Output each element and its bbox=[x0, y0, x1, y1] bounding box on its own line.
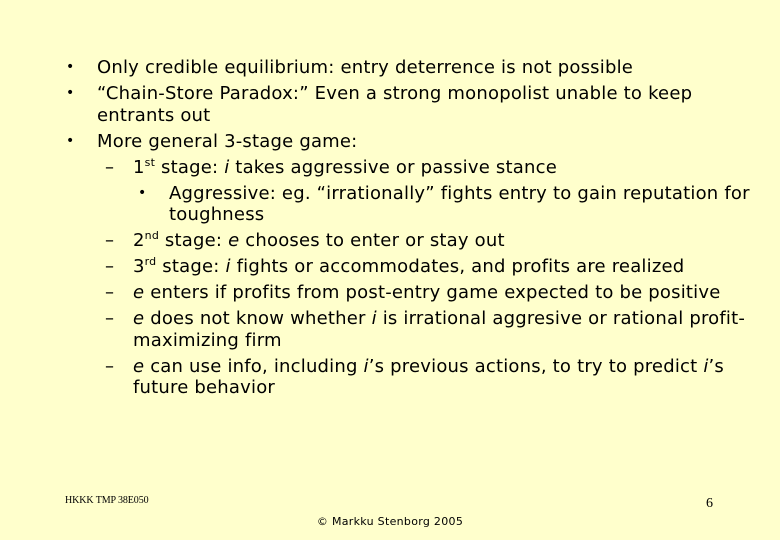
copyright-notice: © Markku Stenborg 2005 bbox=[316, 515, 464, 528]
subbullet-text: enters if profits from post-entry game expected to be positive bbox=[144, 282, 721, 303]
bullet-text: Only credible equilibrium: entry deterrence is not possible bbox=[97, 57, 634, 78]
subbullet-text: ’s future behavior bbox=[133, 355, 725, 398]
bullet-marker: • bbox=[66, 132, 75, 149]
subbullet-item bbox=[62, 256, 762, 278]
ordinal-suffix: rd bbox=[144, 255, 157, 268]
page-number: 6 bbox=[706, 496, 713, 511]
dash-marker: – bbox=[105, 308, 115, 329]
subbullet-text: fights or accommodates, and profits are realized bbox=[230, 256, 685, 277]
variable-e: e bbox=[133, 308, 145, 329]
slide-content bbox=[62, 57, 762, 403]
subsubbullet-item bbox=[62, 183, 762, 226]
subbullet-text: takes aggressive or passive stance bbox=[229, 156, 557, 178]
bullet-marker: • bbox=[138, 184, 147, 201]
ordinal-number: 1 bbox=[133, 156, 145, 178]
course-code: HKKK TMP 38E050 bbox=[65, 495, 149, 506]
bullet-text: “Chain-Store Paradox:” Even a strong monopolist unable to keep entrants out bbox=[97, 83, 693, 126]
ordinal-number: 3 bbox=[133, 256, 145, 277]
subbullet-text: stage: bbox=[156, 256, 226, 277]
variable-i: i bbox=[224, 156, 230, 178]
bullet-marker: • bbox=[66, 85, 75, 101]
subbullet-text: does not know whether bbox=[144, 308, 372, 329]
dash-marker: – bbox=[105, 282, 115, 303]
bullet-item bbox=[62, 57, 762, 79]
variable-e: e bbox=[228, 230, 240, 251]
dash-marker: – bbox=[105, 230, 115, 251]
subbullet-text: is irrational aggresive or rational profit-maximizing firm bbox=[133, 308, 746, 351]
ordinal-number: 2 bbox=[133, 230, 145, 251]
dash-marker: – bbox=[105, 156, 115, 178]
variable-e: e bbox=[133, 282, 145, 303]
subsubbullet-text: Aggressive: eg. “irrationally” fights entry to gain reputation for toughness bbox=[169, 182, 750, 225]
subbullet-text: ’s previous actions, to try to predict bbox=[368, 355, 704, 377]
ordinal-suffix: nd bbox=[144, 229, 160, 242]
ordinal-suffix: st bbox=[144, 155, 156, 169]
bullet-marker: • bbox=[66, 59, 75, 75]
variable-i: i bbox=[225, 256, 231, 277]
subbullet-item bbox=[62, 282, 762, 304]
variable-i: i bbox=[371, 308, 377, 329]
subbullet-item bbox=[62, 230, 762, 252]
bullet-text: More general 3-stage game: bbox=[97, 130, 358, 152]
variable-e: e bbox=[133, 355, 145, 377]
bullet-item bbox=[62, 83, 762, 126]
subbullet-text: chooses to enter or stay out bbox=[239, 230, 505, 251]
subbullet-item bbox=[62, 356, 762, 399]
subbullet-text: stage: bbox=[159, 230, 229, 251]
bullet-item bbox=[62, 131, 762, 153]
subbullet-text: can use info, including bbox=[144, 355, 364, 377]
dash-marker: – bbox=[105, 355, 115, 377]
subbullet-item bbox=[62, 308, 762, 351]
subbullet-text: stage: bbox=[155, 156, 225, 178]
variable-i: i bbox=[363, 355, 369, 377]
subbullet-item bbox=[62, 157, 762, 179]
variable-i: i bbox=[703, 355, 709, 377]
dash-marker: – bbox=[105, 256, 115, 277]
